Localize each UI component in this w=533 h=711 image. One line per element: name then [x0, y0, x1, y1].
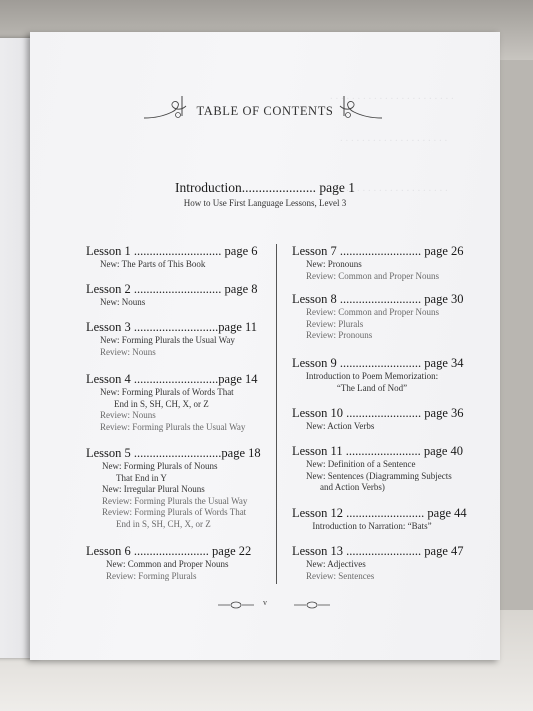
bleed-through-text: . . . . . . . . . . . . . . . . . . . . . — [335, 182, 448, 194]
review-line: Review: Common and Proper Nouns — [306, 270, 439, 281]
lesson-entry — [292, 244, 464, 282]
new-line: New: Sentences (Diagramming Subjects — [306, 470, 452, 481]
lesson-heading: Lesson 9 .......................... page 34 — [292, 356, 464, 370]
review-line: Review: Sentences — [306, 570, 375, 581]
lesson-heading: Lesson 11 ........................ page 40 — [292, 444, 464, 458]
new-line: New: Adjectives — [306, 559, 366, 569]
lesson-entry — [86, 544, 276, 582]
new-line: Introduction to Narration: “Bats” — [312, 521, 432, 531]
review-line: End in S, SH, CH, X, or Z — [116, 518, 211, 529]
new-line: That End in Y — [116, 472, 167, 483]
lesson-heading: Lesson 10 ........................ page 36 — [292, 406, 464, 420]
review-line: Review: Forming Plurals of Words That — [102, 507, 247, 517]
lesson-entry — [292, 444, 464, 494]
review-line: Review: Pronouns — [306, 330, 373, 340]
review-line: Review: Forming Plurals the Usual Way — [102, 495, 248, 506]
introduction-entry — [30, 180, 500, 208]
review-line: Review: Common and Proper Nouns — [306, 307, 439, 317]
new-line: New: Action Verbs — [306, 421, 375, 431]
introduction-heading: Introduction...................... page 1 — [175, 180, 355, 195]
page-number: v — [263, 598, 267, 607]
new-line: New: Forming Plurals of Nouns — [102, 461, 218, 471]
footer-right-ornament — [292, 600, 332, 610]
lesson-heading: Lesson 3 ...........................page 11 — [86, 320, 258, 334]
lesson-entry — [86, 282, 276, 309]
lesson-heading: Lesson 13 ........................ page 47 — [292, 544, 464, 558]
lesson-heading: Lesson 7 .......................... page 26 — [292, 244, 464, 258]
new-line: End in S, SH, CH, X, or Z — [114, 398, 209, 409]
review-line: Review: Nouns — [100, 346, 156, 357]
review-line: Review: Forming Plurals the Usual Way — [100, 421, 246, 432]
new-line: New: Pronouns — [306, 259, 362, 269]
lesson-entry — [292, 356, 464, 394]
review-line: Review: Nouns — [100, 410, 156, 420]
bleed-through-text: . . . . . . . . . . . . . . . . . . . . . . . — [330, 90, 454, 102]
page-title: TABLE OF CONTENTS — [196, 104, 334, 118]
new-line: Introduction to Poem Memorization: — [305, 371, 439, 381]
new-line: New: Forming Plurals of Words That — [100, 387, 234, 397]
new-line: New: Definition of a Sentence — [306, 459, 416, 469]
lesson-entry — [86, 446, 276, 530]
lesson-heading: Lesson 5 ............................page 18 — [86, 446, 261, 460]
lesson-entry — [292, 544, 464, 582]
page-footer — [30, 598, 500, 612]
new-line: New: The Parts of This Book — [100, 259, 206, 269]
lesson-entry — [292, 292, 464, 342]
lesson-heading: Lesson 8 .......................... page 30 — [292, 292, 464, 306]
book-page — [30, 32, 500, 660]
review-line: Review: Forming Plurals — [106, 570, 197, 581]
new-line: New: Irregular Plural Nouns — [102, 484, 205, 494]
lesson-entry — [86, 244, 276, 271]
lesson-heading: Lesson 2 ............................ page 8 — [86, 282, 258, 296]
lesson-entry — [292, 506, 467, 533]
review-line: Review: Plurals — [306, 318, 364, 329]
new-line: “The Land of Nod” — [336, 382, 408, 393]
lesson-heading: Lesson 12 ......................... page 44 — [292, 506, 467, 520]
lesson-entry — [292, 406, 464, 433]
lesson-heading: Lesson 6 ........................ page 22 — [86, 544, 252, 558]
lesson-entry — [86, 372, 276, 433]
lesson-heading: Lesson 4 ...........................page 14 — [86, 372, 258, 386]
new-line: New: Common and Proper Nouns — [106, 559, 229, 569]
new-line: and Action Verbs) — [320, 482, 385, 492]
lesson-heading: Lesson 1 ............................ page 6 — [86, 244, 258, 258]
bleed-through-text: . . . . . . . . . . . . . . . . . . . . — [340, 132, 448, 144]
introduction-subtitle: How to Use First Language Lessons, Level 3 — [183, 198, 347, 208]
column-divider — [276, 244, 277, 584]
new-line: New: Forming Plurals the Usual Way — [100, 335, 235, 345]
lesson-entry — [86, 320, 276, 358]
new-line: New: Nouns — [100, 297, 146, 307]
